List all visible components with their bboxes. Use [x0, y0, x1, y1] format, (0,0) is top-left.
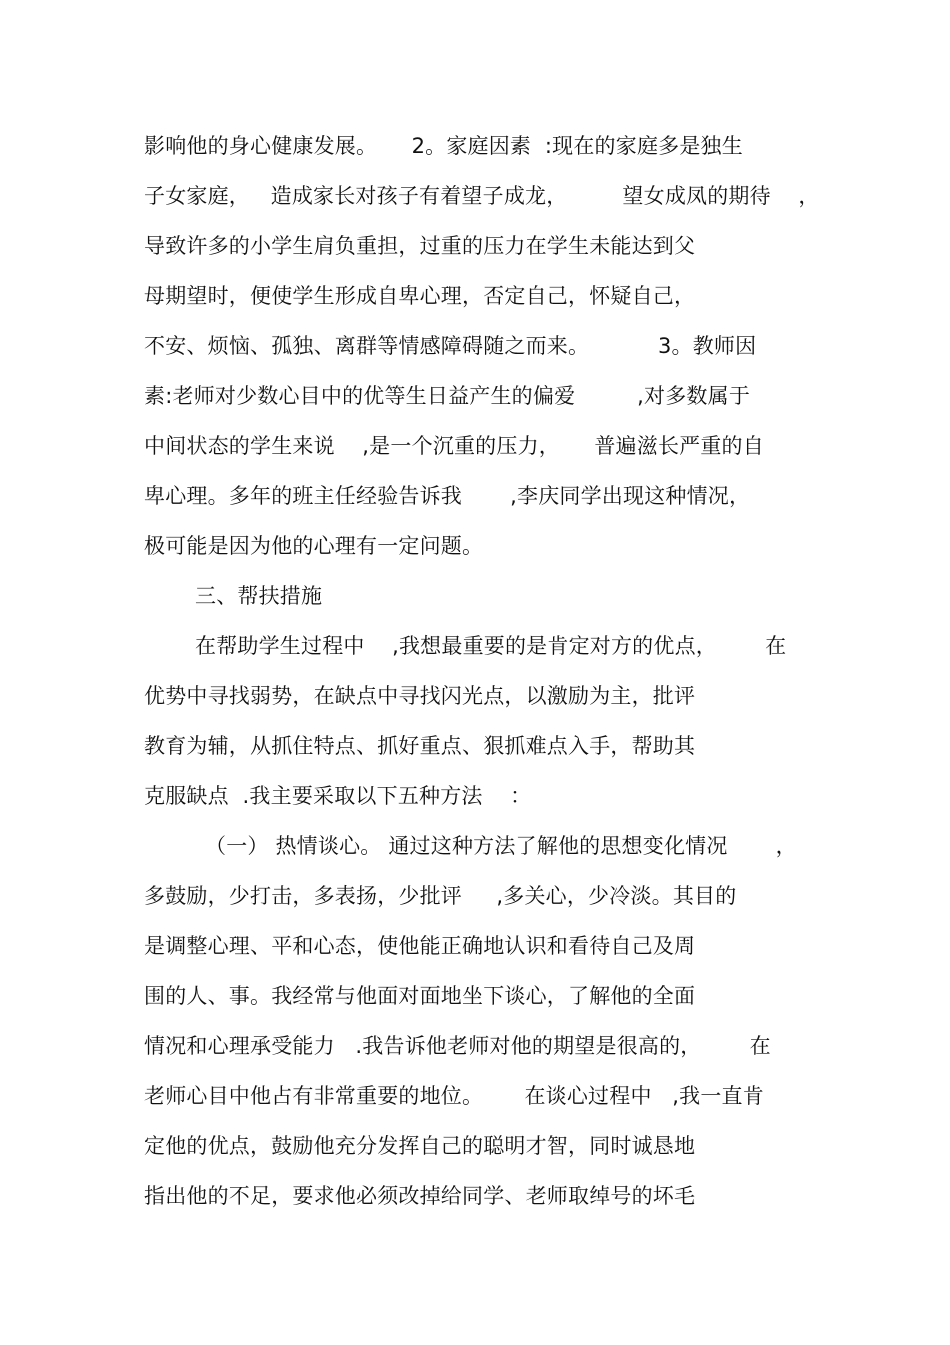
paragraph-line: 克服缺点 .我主要采取以下五种方法 ： [144, 784, 532, 808]
paragraph-line: （一） 热情谈心。 通过这种方法了解他的思想变化情况 ， [205, 834, 797, 858]
paragraph-line: 老师心目中他占有非常重要的地位。 在谈心过程中 ,我一直肯 [144, 1084, 764, 1108]
paragraph-line: 优势中寻找弱势，在缺点中寻找闪光点，以激励为主，批评 [144, 684, 696, 708]
paragraph-line: 导致许多的小学生肩负重担，过重的压力在学生未能达到父 [144, 234, 696, 258]
paragraph-line: 定他的优点，鼓励他充分发挥自己的聪明才智，同时诚恳地 [144, 1134, 696, 1158]
paragraph-line: 不安、烦恼、孤独、离群等情感障碍随之而来。 3。教师因 [144, 334, 757, 358]
paragraph-line: 素:老师对少数心目中的优等生日益产生的偏爱 ,对多数属于 [144, 384, 751, 408]
paragraph-line: 情况和心理承受能力 .我告诉他老师对他的期望是很高的， 在 [144, 1034, 771, 1058]
paragraph-line: 卑心理。多年的班主任经验告诉我 ,李庆同学出现这种情况， [144, 484, 751, 508]
paragraph-line: 极可能是因为他的心理有一定问题。 [144, 534, 484, 558]
section-heading: 三、帮扶措施 [195, 584, 323, 608]
paragraph-line: 影响他的身心健康发展。 2。家庭因素 :现在的家庭多是独生 [144, 134, 743, 158]
paragraph-line: 中间状态的学生来说 ,是一个沉重的压力， 普遍滋长严重的自 [144, 434, 764, 458]
paragraph-line: 多鼓励，少打击，多表扬，少批评 ,多关心，少冷淡。其目的 [144, 884, 737, 908]
paragraph-line: 围的人、事。我经常与他面对面地坐下谈心，了解他的全面 [144, 984, 696, 1008]
paragraph-line: 教育为辅，从抓住特点、抓好重点、狠抓难点入手，帮助其 [144, 734, 696, 758]
paragraph-line: 是调整心理、平和心态，使他能正确地认识和看待自己及周 [144, 934, 696, 958]
paragraph-line: 在帮助学生过程中 ,我想最重要的是肯定对方的优点， 在 [195, 634, 787, 658]
paragraph-line: 指出他的不足，要求他必须改掉给同学、老师取绰号的坏毛 [144, 1184, 696, 1208]
paragraph-line: 子女家庭， 造成家长对孩子有着望子成龙， 望女成凤的期待 ， [144, 184, 820, 208]
paragraph-line: 母期望时，便使学生形成自卑心理，否定自己，怀疑自己， [144, 284, 696, 308]
